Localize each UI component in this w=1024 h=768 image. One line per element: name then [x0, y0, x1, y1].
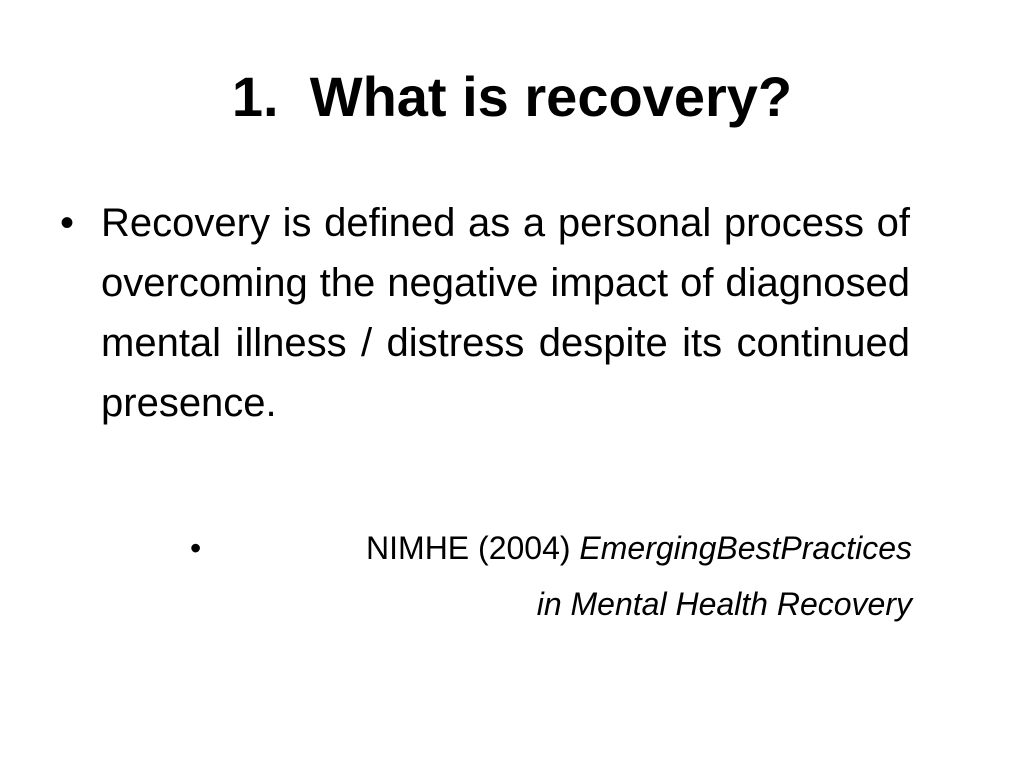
reference-title-part-2: in Mental Health Recovery — [536, 586, 912, 622]
reference-line-2 — [190, 576, 912, 632]
bullet-glyph: • — [60, 201, 75, 245]
main-bullet-text: Recovery is defined as a personal process of overcoming the negative impact of diagnosed mental illness / distress despite its continued presence. — [101, 201, 910, 425]
main-bullet-point — [60, 193, 910, 433]
reference-bullet — [190, 520, 912, 632]
reference-author-year: NIMHE (2004) — [366, 530, 580, 566]
slide-title: 1. What is recovery? — [231, 65, 793, 128]
reference-title-part-1: EmergingBestPractices — [579, 530, 912, 566]
reference-bullet-glyph: • — [190, 530, 202, 566]
reference-line-1 — [190, 520, 912, 576]
